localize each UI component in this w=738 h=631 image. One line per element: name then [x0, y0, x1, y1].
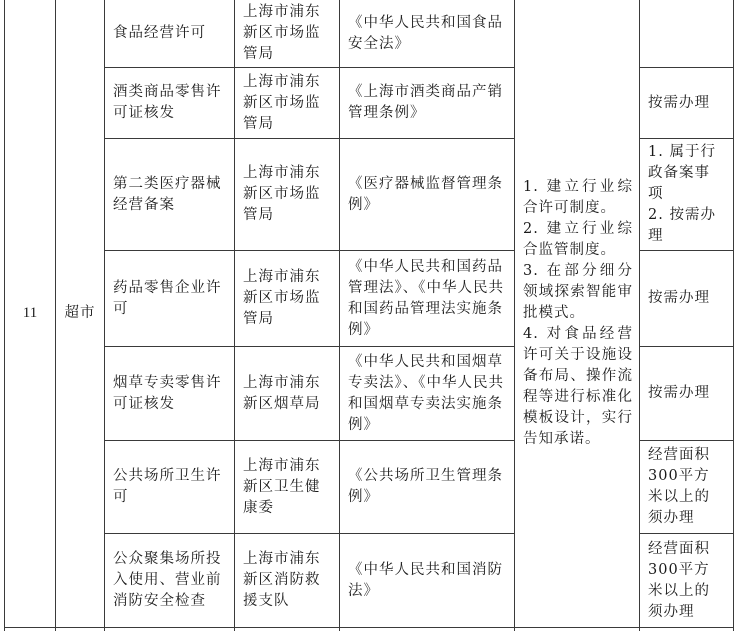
permit-name: 酒类商品零售许可证核发 — [113, 84, 222, 121]
permit-name: 烟草专卖零售许可证核发 — [113, 374, 222, 412]
basis-cell — [340, 0, 514, 67]
legal-basis: 《中华人民共和国烟草专卖法》、《中华人民共和国烟草专卖法实施条例》 — [348, 353, 504, 433]
authority-cell — [235, 0, 339, 67]
basis-cell — [340, 139, 514, 250]
legal-basis: 《医疗器械监督管理条例》 — [348, 175, 503, 213]
authority-name: 上海市浦东新区消防救援支队 — [243, 551, 321, 609]
authority-cell — [235, 347, 339, 440]
permit-cell — [105, 441, 234, 533]
legal-basis: 《中华人民共和国消防法》 — [348, 561, 503, 599]
basis-cell — [340, 251, 514, 346]
legal-basis: 《上海市酒类商品产销管理条例》 — [348, 84, 503, 121]
permit-cell — [105, 347, 234, 440]
category-cell — [56, 0, 104, 627]
remark-cell — [640, 441, 733, 533]
authority-name: 上海市浦东新区市场监管局 — [243, 165, 321, 223]
authority-name: 上海市浦东新区烟草局 — [243, 374, 321, 412]
category-label: 超市 — [64, 305, 96, 321]
reform-measures-cell — [515, 0, 639, 627]
permit-cell — [105, 534, 234, 627]
permit-name: 药品零售企业许可 — [113, 279, 222, 317]
permit-cell — [105, 0, 234, 67]
remark-cell — [640, 0, 733, 67]
remark-text: 按需办理 — [648, 385, 710, 401]
remark-text: 1. 属于行政备案事项 2. 按需办理 — [648, 144, 716, 244]
reform-measures-text: 1. 建立行业综合许可制度。 2. 建立行业综合监管制度。 3. 在部分细分领域探索智能审批模式。 4. 对食品经营许可关于设施设备布局、操作流程等进行标准化模板设计，实行告知承诺。 — [523, 179, 633, 447]
basis-cell — [340, 441, 514, 533]
legal-basis: 《中华人民共和国药品管理法》、《中华人民共和国药品管理法实施条例》 — [348, 258, 504, 338]
remark-cell — [640, 68, 733, 138]
authority-cell — [235, 251, 339, 346]
basis-cell — [340, 534, 514, 627]
permit-cell — [105, 68, 234, 138]
remark-cell — [640, 139, 733, 250]
permit-cell — [105, 139, 234, 250]
authority-cell — [235, 441, 339, 533]
remark-cell — [640, 534, 733, 627]
basis-cell — [340, 347, 514, 440]
remark-text: 按需办理 — [648, 290, 710, 306]
authority-name: 上海市浦东新区市场监管局 — [243, 4, 321, 62]
authority-name: 上海市浦东新区市场监管局 — [243, 269, 321, 327]
table-border — [4, 627, 734, 628]
remark-text: 经营面积300平方米以上的须办理 — [648, 447, 710, 526]
permit-name: 公共场所卫生许可 — [113, 468, 222, 505]
permit-name: 食品经营许可 — [113, 25, 206, 41]
remark-text: 按需办理 — [648, 94, 710, 111]
permit-name: 公众聚集场所投入使用、营业前消防安全检查 — [113, 551, 222, 609]
row-number-cell — [5, 0, 55, 627]
authority-name: 上海市浦东新区卫生健康委 — [243, 457, 321, 516]
legal-basis: 《中华人民共和国食品安全法》 — [348, 14, 503, 52]
remark-text: 经营面积300平方米以上的须办理 — [648, 540, 710, 620]
remark-cell — [640, 251, 733, 346]
basis-cell — [340, 68, 514, 138]
permit-cell — [105, 251, 234, 346]
legal-basis: 《公共场所卫生管理条例》 — [348, 468, 503, 505]
row-number: 11 — [22, 305, 38, 321]
authority-cell — [235, 139, 339, 250]
authority-name: 上海市浦东新区市场监管局 — [243, 73, 321, 132]
remark-cell — [640, 347, 733, 440]
table-border — [733, 0, 734, 631]
authority-cell — [235, 68, 339, 138]
permit-name: 第二类医疗器械经营备案 — [113, 175, 222, 213]
authority-cell — [235, 534, 339, 627]
